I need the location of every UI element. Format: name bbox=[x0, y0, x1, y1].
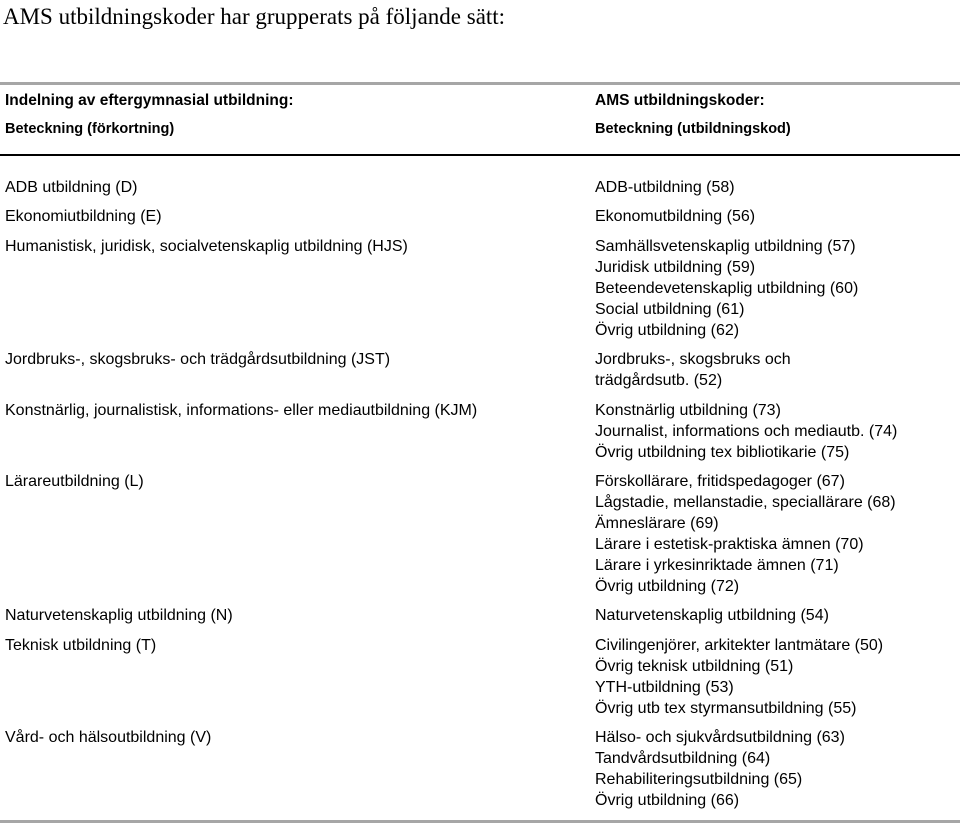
table-bottom-rule bbox=[0, 820, 960, 823]
ams-code: Naturvetenskaplig utbildning (54) bbox=[595, 607, 829, 625]
ams-code-list bbox=[595, 605, 829, 626]
page-heading: AMS utbildningskoder har grupperats på följande sätt: bbox=[3, 4, 506, 29]
ams-code: Ämneslärare (69) bbox=[595, 514, 719, 532]
table-row bbox=[0, 236, 960, 349]
left-column-title: Indelning av eftergymnasial utbildning: bbox=[5, 92, 294, 109]
ams-code: Övrig utbildning tex bibliotikarie (75) bbox=[595, 443, 850, 461]
education-category: Teknisk utbildning (T) bbox=[5, 636, 157, 654]
ams-code: Social utbildning (61) bbox=[595, 300, 745, 318]
left-column-subtitle: Beteckning (förkortning) bbox=[5, 121, 175, 137]
table-row bbox=[0, 605, 960, 634]
table-row bbox=[0, 206, 960, 235]
ams-code-list bbox=[595, 400, 897, 463]
ams-code: YTH-utbildning (53) bbox=[595, 678, 734, 696]
ams-code: Jordbruks-, skogsbruks och bbox=[595, 351, 791, 369]
ams-code-list bbox=[595, 177, 735, 198]
ams-code: trädgårdsutb. (52) bbox=[595, 372, 723, 390]
ams-code: Lärare i yrkesinriktade ämnen (71) bbox=[595, 556, 839, 574]
ams-code: Tandvårdsutbildning (64) bbox=[595, 750, 771, 768]
ams-code: Civilingenjörer, arkitekter lantmätare (50) bbox=[595, 636, 884, 654]
ams-code: Förskollärare, fritidspedagoger (67) bbox=[595, 472, 845, 490]
table-row bbox=[0, 727, 960, 819]
education-category: Naturvetenskaplig utbildning (N) bbox=[5, 607, 233, 625]
table-row bbox=[0, 471, 960, 605]
ams-code: ADB-utbildning (58) bbox=[595, 179, 735, 196]
ams-code: Lågstadie, mellanstadie, speciallärare (68) bbox=[595, 493, 896, 511]
right-column-title: AMS utbildningskoder: bbox=[595, 92, 765, 109]
education-category: ADB utbildning (D) bbox=[5, 179, 138, 196]
education-category: Lärareutbildning (L) bbox=[5, 472, 144, 490]
ams-code: Juridisk utbildning (59) bbox=[595, 258, 756, 276]
ams-code: Samhällsvetenskaplig utbildning (57) bbox=[595, 237, 856, 255]
education-category: Jordbruks-, skogsbruks- och trädgårdsutbildning (JST) bbox=[5, 351, 391, 369]
ams-code: Övrig utbildning (62) bbox=[595, 321, 740, 339]
ams-code-list bbox=[595, 471, 896, 597]
ams-code: Övrig utb tex styrmansutbildning (55) bbox=[595, 699, 857, 717]
table-row bbox=[0, 635, 960, 727]
table-row bbox=[0, 349, 960, 399]
ams-code: Ekonomutbildning (56) bbox=[595, 208, 756, 226]
ams-code: Journalist, informations och mediautb. (74) bbox=[595, 422, 898, 440]
table-row bbox=[0, 177, 960, 206]
ams-code: Konstnärlig utbildning (73) bbox=[595, 401, 781, 419]
ams-code: Lärare i estetisk-praktiska ämnen (70) bbox=[595, 535, 864, 553]
education-category: Ekonomiutbildning (E) bbox=[5, 208, 162, 226]
ams-code: Rehabiliteringsutbildning (65) bbox=[595, 771, 803, 789]
ams-code-list bbox=[595, 206, 755, 227]
education-category: Humanistisk, juridisk, socialvetenskaplig utbildning (HJS) bbox=[5, 237, 408, 255]
table-body bbox=[0, 177, 960, 820]
ams-code-list bbox=[595, 727, 845, 811]
table-top-rule bbox=[0, 82, 960, 85]
table-row bbox=[0, 400, 960, 471]
ams-code: Övrig teknisk utbildning (51) bbox=[595, 657, 794, 675]
ams-code-list bbox=[595, 236, 858, 341]
education-category: Vård- och hälsoutbildning (V) bbox=[5, 729, 212, 747]
ams-code-list bbox=[595, 635, 883, 719]
ams-code: Övrig utbildning (66) bbox=[595, 792, 740, 810]
right-column-subtitle: Beteckning (utbildningskod) bbox=[595, 121, 791, 137]
header-separator bbox=[0, 154, 960, 156]
ams-code: Övrig utbildning (72) bbox=[595, 577, 740, 595]
education-category: Konstnärlig, journalistisk, informations- eller mediautbildning (KJM) bbox=[5, 401, 478, 419]
ams-code: Beteendevetenskaplig utbildning (60) bbox=[595, 279, 859, 297]
ams-code: Hälso- och sjukvårdsutbildning (63) bbox=[595, 729, 845, 747]
ams-code-list bbox=[595, 349, 791, 391]
